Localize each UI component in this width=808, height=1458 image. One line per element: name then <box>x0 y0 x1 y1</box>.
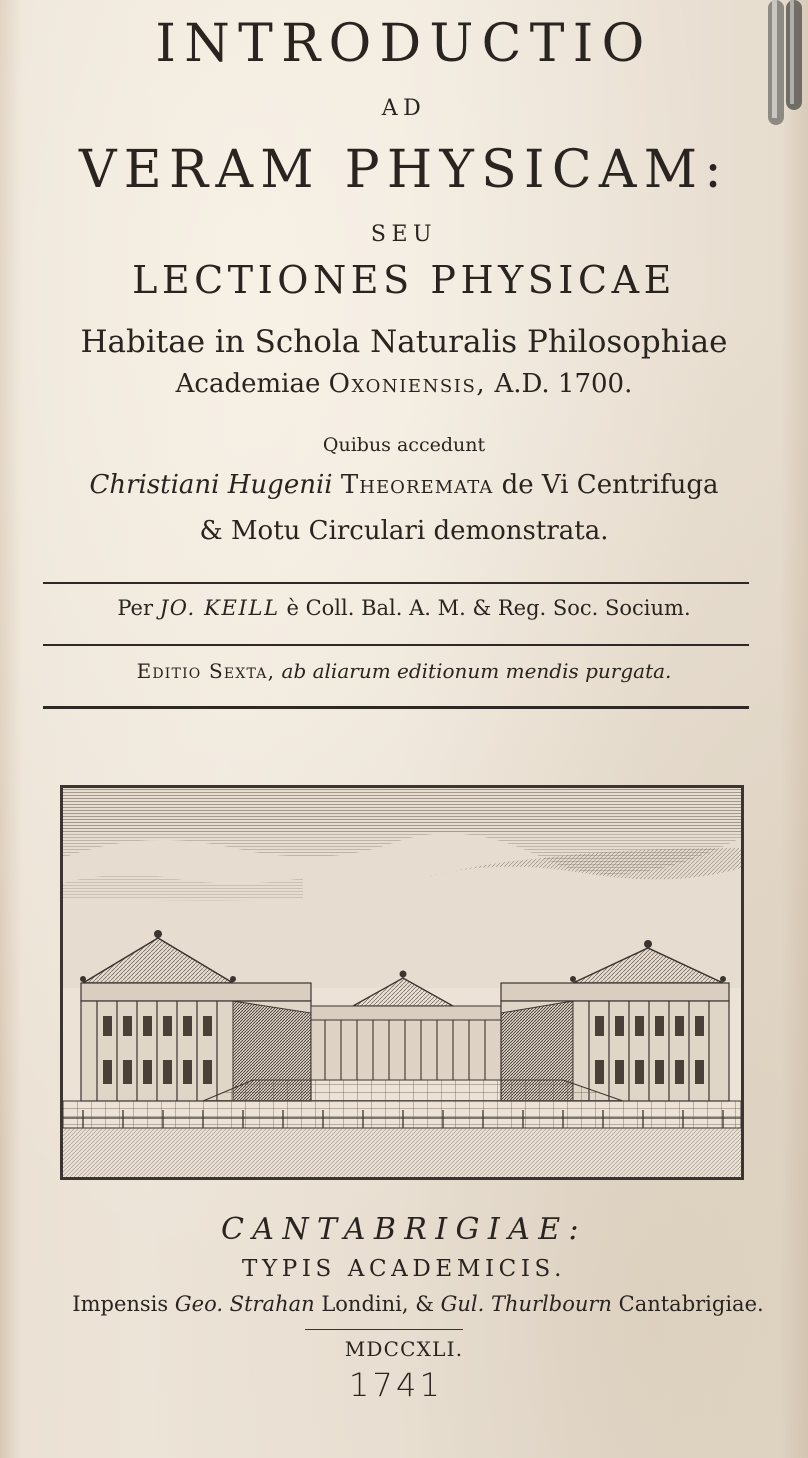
rule-middle <box>43 644 749 646</box>
engraving-illustration <box>60 785 744 1180</box>
subtitle-academiae: Academiae <box>175 369 321 399</box>
imprint-year: MDCCXLI. <box>344 1337 464 1361</box>
title-line-4: SEU <box>370 222 438 247</box>
huygens-line-2: & Motu Circulari demonstrata. <box>199 516 609 546</box>
rule-year <box>305 1329 463 1330</box>
subtitle-year: A.D. 1700. <box>494 369 633 399</box>
imprint-cantabrigiae: Cantabrigiae. <box>618 1292 764 1316</box>
imprint-city: CANTABRIGIAE: <box>220 1212 588 1247</box>
accedunt-line: Quibus accedunt <box>322 434 486 456</box>
imprint-strahan: Geo. Strahan <box>174 1292 315 1316</box>
edition-sexta: Editio Sexta, <box>136 659 276 683</box>
title-line-1: INTRODUCTIO <box>155 14 653 74</box>
author-per: Per <box>117 596 154 620</box>
subtitle-oxoniensis: Oxoniensis, <box>328 369 487 399</box>
imprint-thurlbourn: Gul. Thurlbourn <box>440 1292 612 1316</box>
huygens-subject: de Vi Centrifuga <box>501 470 719 500</box>
author-line <box>0 596 808 620</box>
title-line-2: AD <box>381 96 427 121</box>
author-name: JO. KEILL <box>159 596 280 620</box>
edition-line <box>0 659 808 683</box>
huygens-theoremata: Theoremata <box>340 470 494 500</box>
imprint-londini: Londini, & <box>321 1292 434 1316</box>
subtitle-line-1: Habitae in Schola Naturalis Philosophiae <box>80 324 728 360</box>
author-credentials: è Coll. Bal. A. M. & Reg. Soc. Socium. <box>286 596 691 620</box>
imprint-impensis: Impensis <box>72 1292 169 1316</box>
imprint-publishers <box>14 1292 808 1316</box>
subtitle-line-2 <box>0 369 808 399</box>
engraving-svg <box>63 788 741 1177</box>
handwritten-year: 1741 <box>348 1366 444 1404</box>
huygens-name: Christiani Hugenii <box>89 470 333 500</box>
rule-bottom <box>43 706 749 709</box>
edition-note: ab aliarum editionum mendis purgata. <box>281 659 672 683</box>
title-line-3: VERAM PHYSICAM: <box>78 140 730 200</box>
imprint-typis: TYPIS ACADEMICIS. <box>242 1256 566 1282</box>
title-line-5: LECTIONES PHYSICAE <box>132 258 676 302</box>
rule-top <box>43 582 749 584</box>
huygens-line-1 <box>0 470 808 500</box>
